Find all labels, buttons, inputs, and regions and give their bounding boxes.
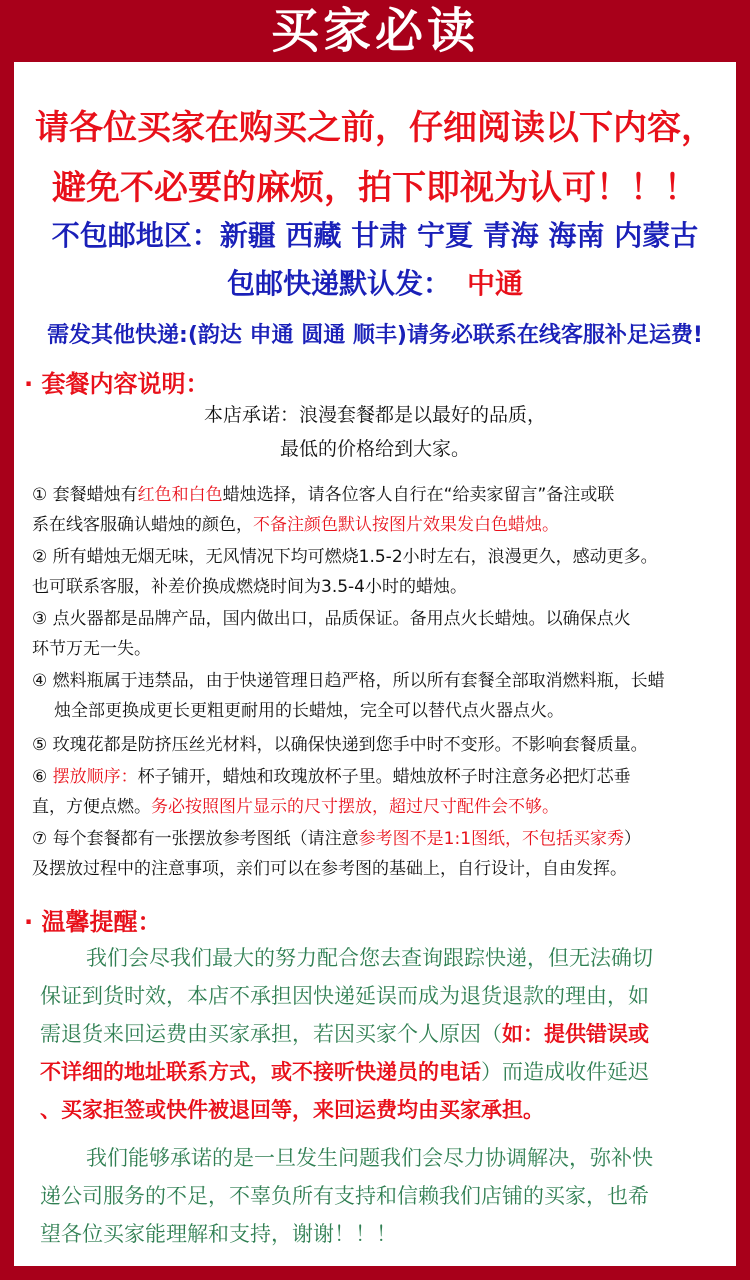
no-free-shipping-regions: 不包邮地区：新疆 西藏 甘肃 宁夏 青海 海南 内蒙古 bbox=[51, 219, 699, 252]
item-2-line-1: ② 所有蜡烛无烟无味，无风情况下均可燃烧1.5-2小时左右，浪漫更久，感动更多。 bbox=[32, 547, 658, 567]
reminder-p2-line-1: 我们能够承诺的是一旦发生问题我们会尽力协调解决，弥补快 bbox=[86, 1146, 653, 1170]
default-courier-label: 包邮快递默认发： bbox=[226, 267, 451, 300]
intro-line-2: 避免不必要的麻烦，拍下即视为认可！！！ bbox=[52, 168, 698, 208]
reminder-p1-highlight: 如：提供错误或 bbox=[502, 1022, 649, 1046]
item-7-text: ⑦ 每个套餐都有一张摆放参考图纸（请注意 bbox=[32, 829, 359, 849]
promise-line-1: 本店承诺：浪漫套餐都是以最好的品质， bbox=[203, 404, 546, 426]
default-courier-value: 中通 bbox=[467, 267, 524, 300]
item-7-line-2: 及摆放过程中的注意事项，亲们可以在参考图的基础上，自行设计，自由发挥。 bbox=[32, 859, 627, 879]
item-1-highlight: 红色和白色 bbox=[137, 485, 223, 505]
item-6-highlight: 摆放顺序： bbox=[52, 767, 138, 787]
reminder-p1-line-5: 、买家拒签或快件被退回等，来回运费均由买家承担。 bbox=[40, 1098, 544, 1122]
item-7-text-end: ） bbox=[624, 829, 642, 849]
item-1-text-cont: 蜡烛选择，请各位客人自行在“给卖家留言”备注或联 bbox=[222, 485, 615, 505]
reminder-section-heading: · 温馨提醒： bbox=[24, 908, 162, 936]
item-6-text-2: 直，方便点燃。 bbox=[32, 797, 151, 817]
reminder-p2-line-2: 递公司服务的不足，不辜负所有支持和信赖我们店铺的买家，也希 bbox=[40, 1184, 649, 1208]
page-title: 买家必读 bbox=[270, 3, 479, 59]
other-courier-note: 需发其他快递:(韵达 申通 圆通 顺丰)请务必联系在线客服补足运费! bbox=[47, 323, 703, 348]
reminder-p1-text: 需退货来回运费由买家承担，若因买家个人原因（ bbox=[40, 1022, 502, 1046]
reminder-p1-line-4 bbox=[14, 1056, 750, 1086]
item-6-line-2 bbox=[14, 792, 750, 817]
item-7-line-1 bbox=[14, 824, 750, 849]
reminder-p1-line-1: 我们会尽我们最大的努力配合您去查询跟踪快递，但无法确切 bbox=[86, 946, 653, 970]
promise-line-2: 最低的价格给到大家。 bbox=[279, 438, 470, 460]
item-1-line-1 bbox=[14, 480, 750, 505]
reminder-p1-text-2: ）而造成收件延迟 bbox=[481, 1060, 649, 1084]
item-6-number: ⑥ bbox=[32, 767, 53, 787]
item-1-warning: 不备注颜色默认按图片效果发白色蜡烛。 bbox=[253, 515, 559, 535]
reminder-p1-line-2: 保证到货时效，本店不承担因快递延误而成为退货退款的理由，如 bbox=[40, 984, 649, 1008]
item-4-line-2: 烛全部更换成更长更粗更耐用的长蜡烛，完全可以替代点火器点火。 bbox=[54, 701, 564, 721]
reminder-p1-highlight-2: 不详细的地址联系方式，或不接听快递员的电话 bbox=[40, 1060, 481, 1084]
package-section-heading: · 套餐内容说明： bbox=[24, 370, 210, 398]
reminder-p2-line-3: 望各位买家能理解和支持，谢谢！！！ bbox=[40, 1222, 397, 1246]
item-6-text: 杯子铺开，蜡烛和玫瑰放杯子里。蜡烛放杯子时注意务必把灯芯垂 bbox=[137, 767, 631, 787]
item-1-text: ① 套餐蜡烛有 bbox=[32, 485, 138, 505]
notice-panel bbox=[14, 62, 736, 1266]
item-6-warning: 务必按照图片显示的尺寸摆放，超过尺寸配件会不够。 bbox=[151, 797, 559, 817]
item-4-line-1: ④ 燃料瓶属于违禁品，由于快递管理日趋严格，所以所有套餐全部取消燃料瓶，长蜡 bbox=[32, 671, 665, 691]
item-1-line-2 bbox=[14, 510, 750, 535]
reminder-p1-line-3 bbox=[14, 1018, 750, 1048]
item-3-line-1: ③ 点火器都是品牌产品，国内做出口，品质保证。备用点火长蜡烛。以确保点火 bbox=[32, 609, 631, 629]
item-5: ⑤ 玫瑰花都是防挤压丝光材料，以确保快递到您手中时不变形。不影响套餐质量。 bbox=[32, 735, 648, 755]
item-3-line-2: 环节万无一失。 bbox=[32, 639, 151, 659]
item-1-text-2: 系在线客服确认蜡烛的颜色， bbox=[32, 515, 253, 535]
item-7-highlight: 参考图不是1:1图纸，不包括买家秀 bbox=[358, 829, 625, 849]
item-6-line-1 bbox=[14, 762, 750, 787]
item-2-line-2: 也可联系客服，补差价换成燃烧时间为3.5-4小时的蜡烛。 bbox=[32, 577, 467, 597]
intro-line-1: 请各位买家在购买之前，仔细阅读以下内容， bbox=[35, 108, 715, 148]
default-courier-line bbox=[14, 262, 736, 302]
